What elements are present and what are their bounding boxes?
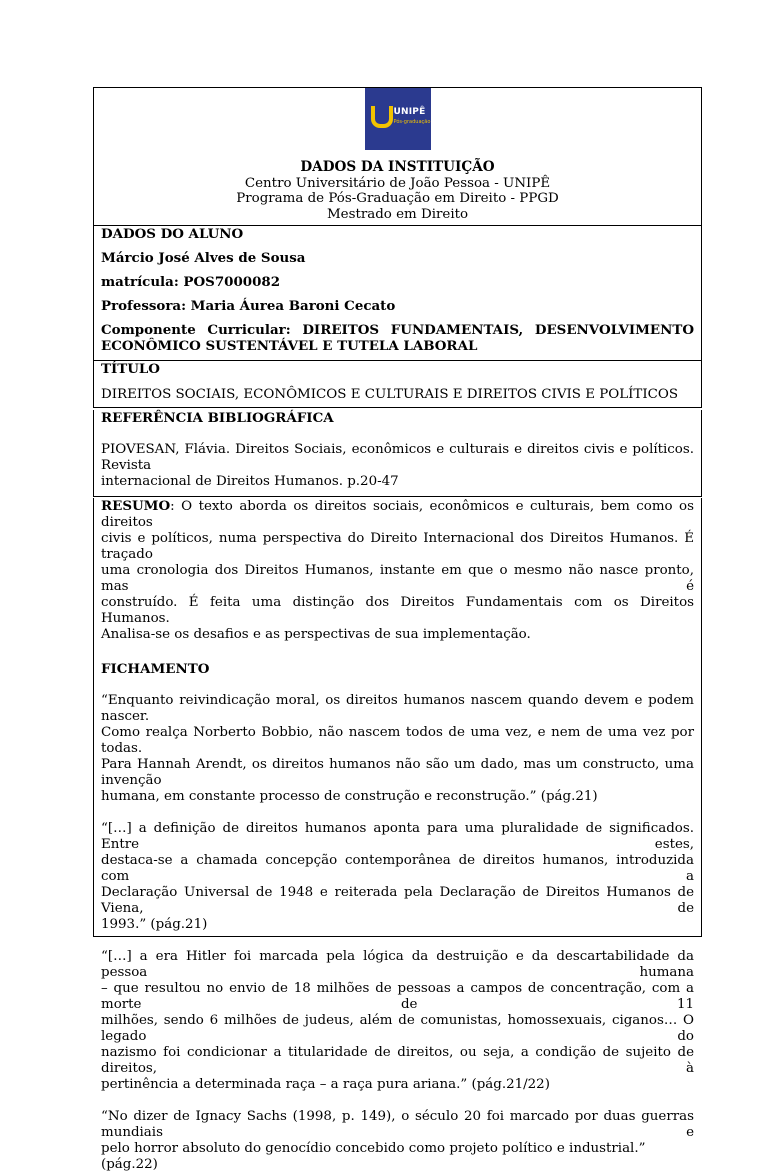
quote-line: pertinência a determinada raça – a raça pura ariana.” (pág.21/22) — [101, 1077, 550, 1092]
notes-heading: FICHAMENTO — [101, 661, 210, 677]
reference-line1: PIOVESAN, Flávia. Direitos Sociais, econômicos e culturais e direitos civis e políticos. Revista — [101, 442, 694, 473]
student-heading: DADOS DO ALUNO — [101, 226, 244, 242]
institution-heading: DADOS DA INSTITUIÇÃO — [300, 159, 495, 175]
summary-line: uma cronologia dos Direitos Humanos, instante em que o mesmo não nasce pronto, mas é — [101, 563, 694, 594]
quote-line: humana, em constante processo de construção e reconstrução.” (pág.21) — [101, 789, 598, 804]
institution-name: Centro Universitário de João Pessoa - UNIPÊ — [244, 175, 551, 191]
student-registration: matrícula: POS7000082 — [101, 274, 281, 290]
quote-block — [101, 1109, 694, 1173]
logo-subtitle: Pós-graduação — [393, 119, 431, 125]
summary-notes-section — [93, 498, 702, 1172]
logo-area — [94, 88, 701, 154]
institution-program: Programa de Pós-Graduação em Direito - PPGD — [236, 191, 559, 206]
logo-brand: UNIPÊ — [393, 107, 426, 117]
curricular-component-line2: ECONÔMICO SUSTENTÁVEL E TUTELA LABORAL — [101, 338, 478, 354]
quote-line: 1993.” (pág.21) — [101, 917, 208, 932]
summary-line: construído. É feita uma distinção dos Direitos Fundamentais com os Direitos Humanos. — [101, 595, 694, 626]
reference-heading: REFERÊNCIA BIBLIOGRÁFICA — [101, 410, 334, 426]
quote-line: pelo horror absoluto do genocídio concebido como projeto político e industrial.” (pág.22) — [101, 1141, 646, 1172]
quote-line: “Enquanto reivindicação moral, os direitos humanos nascem quando devem e podem nascer. — [101, 693, 694, 724]
reference-line2: internacional de Direitos Humanos. p.20-47 — [101, 474, 399, 489]
title-text: DIREITOS SOCIAIS, ECONÔMICOS E CULTURAIS E DIREITOS CIVIS E POLÍTICOS — [101, 387, 679, 402]
u-letter-icon — [371, 106, 393, 128]
title-section — [93, 361, 702, 408]
title-heading: TÍTULO — [101, 361, 160, 377]
quote-line: “No dizer de Ignacy Sachs (1998, p. 149), o século 20 foi marcado por duas guerras mundiais e — [101, 1109, 694, 1140]
quote-block — [101, 821, 694, 933]
quote-line: destaca-se a chamada concepção contemporânea de direitos humanos, introduzida com a — [101, 853, 694, 884]
summary-line: Analisa-se os desafios e as perspectivas de sua implementação. — [101, 627, 531, 642]
quote-line: milhões, sendo 6 milhões de judeus, além de comunistas, homossexuais, ciganos… O legado do — [101, 1013, 694, 1044]
quote-block — [101, 693, 694, 805]
institution-details — [94, 154, 701, 222]
quote-line: nazismo foi condicionar a titularidade de direitos, ou seja, a condição de sujeito de direitos, à — [101, 1045, 694, 1076]
institution-section — [93, 87, 702, 226]
student-name: Márcio José Alves de Sousa — [101, 250, 306, 266]
quote-line: “[…] a era Hitler foi marcada pela lógica da destruição e da descartabilidade da pessoa humana — [101, 949, 694, 980]
student-professor: Professora: Maria Áurea Baroni Cecato — [101, 298, 396, 314]
quote-line: Declaração Universal de 1948 e reiterada pela Declaração de Direitos Humanos de Viena, de — [101, 885, 694, 916]
quote-line: – que resultou no envio de 18 milhões de pessoas a campos de concentração, com a morte de 11 — [101, 981, 694, 1012]
quote-block — [101, 949, 694, 1093]
quote-line: Para Hannah Arendt, os direitos humanos não são um dado, mas um constructo, uma invenção — [101, 757, 694, 788]
reference-section — [93, 410, 702, 497]
summary-line — [101, 498, 694, 531]
curricular-component-line1: Componente Curricular: DIREITOS FUNDAMENTAIS, DESENVOLVIMENTO — [101, 322, 694, 338]
summary-text: : O texto aborda os direitos sociais, econômicos e culturais, bem como os direitos — [101, 499, 694, 530]
summary-block — [101, 498, 694, 643]
quote-line: “[…] a definição de direitos humanos aponta para uma pluralidade de significados. Entre estes, — [101, 821, 694, 852]
summary-label: RESUMO — [101, 498, 171, 514]
quote-line: Como realça Norberto Bobbio, não nascem todos de uma vez, e nem de uma vez por todas. — [101, 725, 694, 756]
institution-course: Mestrado em Direito — [326, 206, 469, 222]
unipe-logo — [365, 88, 431, 150]
document-page — [93, 87, 702, 1172]
summary-line: civis e políticos, numa perspectiva do Direito Internacional dos Direitos Humanos. É traçado — [101, 531, 694, 562]
student-section — [93, 226, 702, 361]
